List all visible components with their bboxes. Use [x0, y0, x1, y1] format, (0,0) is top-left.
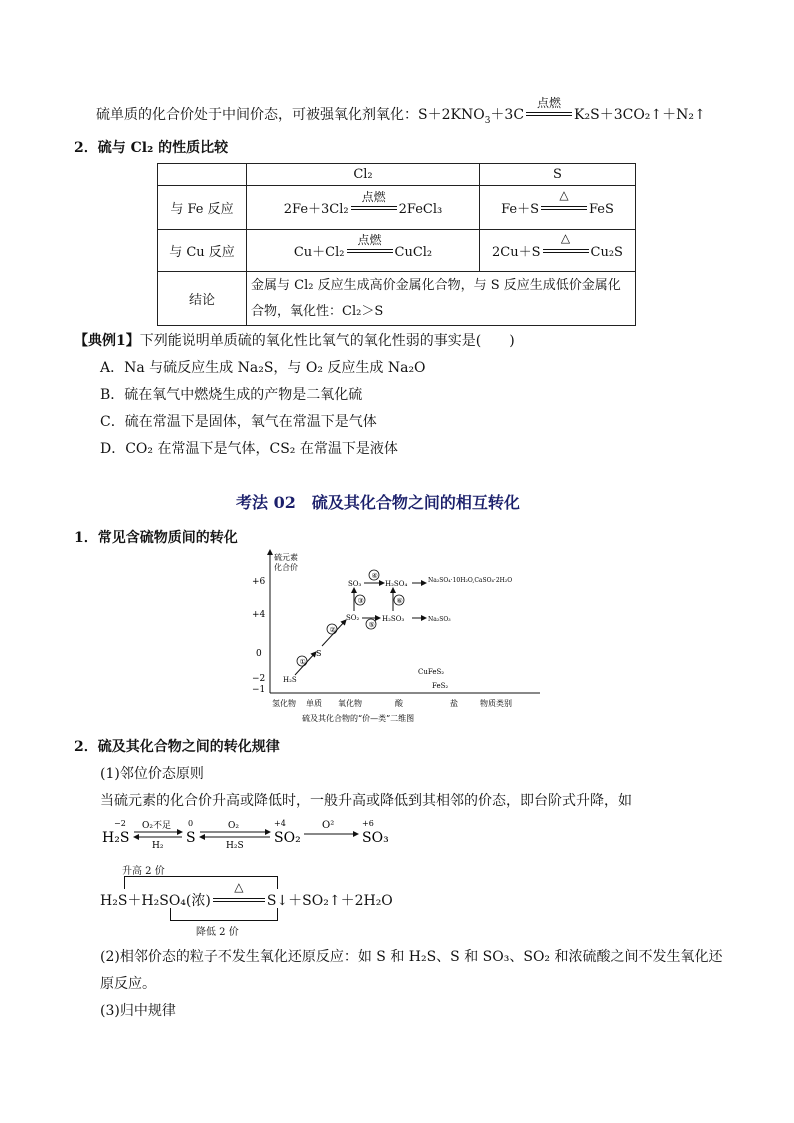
redox-left: H₂S＋H₂SO₄(浓)	[100, 893, 211, 909]
redox-equation: H₂S＋H₂SO₄(浓) △ S↓＋SO₂↑＋2H₂O	[100, 880, 393, 909]
reagent-label: O²	[322, 820, 335, 831]
row-label: 与 Fe 反应	[158, 186, 247, 230]
x-tick: 酸	[395, 699, 403, 708]
comparison-table	[157, 163, 636, 326]
y-tick: 0	[256, 649, 262, 659]
table-row	[158, 186, 636, 230]
step-label: ②	[329, 626, 336, 634]
rule2-text: (2)相邻价态的粒子不发生氧化还原反应：如 S 和 H₂S、S 和 SO₃、SO₂ 和浓硫酸之间不发生氧化还原反应。	[100, 949, 723, 992]
reagent-label: H₂S	[226, 841, 244, 851]
x-tick: 氧化物	[338, 699, 362, 708]
x-tick: 物质类别	[480, 699, 512, 708]
intro-products: K₂S＋3CO₂↑＋N₂↑	[574, 107, 706, 123]
species-fes2: FeS₂	[432, 682, 449, 690]
y-tick: +6	[252, 577, 266, 587]
table-row	[158, 272, 636, 326]
y-axis-title-2: 化合价	[274, 563, 298, 572]
reagent-label: H₂	[152, 841, 164, 851]
step-label: ③	[357, 597, 364, 605]
cl2-fe-eq: 2Fe＋3Cl₂ 点燃 2FeCl₃	[247, 186, 480, 230]
svg-text:H₂S: H₂S	[102, 830, 130, 846]
step-label: ⑥	[396, 597, 403, 605]
option-a: A．Na 与硫反应生成 Na₂S，与 O₂ 反应生成 Na₂O	[100, 360, 426, 376]
species-na2so3: Na₂SO₃	[428, 616, 451, 623]
section-heading: 考法 02 硫及其化合物之间的相互转化	[236, 493, 520, 512]
x-tick: 盐	[450, 699, 458, 708]
example-question	[74, 330, 515, 350]
intro-condition: 点燃	[526, 107, 572, 121]
valence-chain	[98, 812, 398, 854]
intro-line: 硫单质的化合价处于中间价态，可被强氧化剂氧化：$S+2KNO_3+3C$ 点燃 K₂S＋3CO₂↑＋N₂↑	[96, 96, 706, 126]
step-label: ①	[299, 658, 306, 666]
y-axis-title: 硫元素	[274, 553, 298, 562]
rule1-text: 当硫元素的化合价升高或降低时，一般升高或降低到其相邻的价态，即台阶式升降，如	[100, 793, 632, 809]
svg-text:SO₂: SO₂	[274, 830, 301, 846]
species-so3: SO₃	[348, 580, 362, 588]
bracket-down	[170, 908, 278, 921]
intro-rest: ＋3C	[490, 107, 525, 123]
x-tick: 氢化物	[272, 699, 296, 708]
species-h2s: H₂S	[283, 676, 297, 684]
y-tick: −1	[252, 685, 266, 695]
row-label: 与 Cu 反应	[158, 230, 247, 272]
species-h2so3: H₂SO₃	[382, 615, 405, 623]
reagent-label: O₂	[228, 821, 239, 831]
species-so2: SO₂	[346, 614, 360, 622]
table-header-s: S	[480, 164, 636, 186]
s-fe-eq: Fe＋S △ FeS	[480, 186, 636, 230]
species-h2so4: H₂SO₄	[385, 580, 408, 588]
sub1-title: 1．常见含硫物质间的转化	[74, 530, 238, 546]
example-tag: 【典例1】	[74, 333, 140, 349]
cl2-cu-eq: Cu＋Cl₂ 点燃 CuCl₂	[247, 230, 480, 272]
step-label: ④	[371, 572, 378, 580]
intro-text: 硫单质的化合价处于中间价态，可被强氧化剂氧化：S＋2KNO	[96, 107, 485, 123]
redox-right: S↓＋SO₂↑＋2H₂O	[266, 893, 393, 909]
sub2-title: 2．硫及其化合物之间的转化规律	[74, 739, 280, 755]
valence-up-label: 升高 2 价	[122, 866, 165, 877]
diagram-caption: 硫及其化合物的“价—类”二维图	[302, 714, 415, 723]
species-s: S	[316, 649, 322, 658]
valence-mark: +6	[362, 819, 374, 828]
species-salts: Na₂SO₄·10H₂O,CaSO₄·2H₂O	[428, 577, 513, 584]
s-cu-eq: 2Cu＋S △ Cu₂S	[480, 230, 636, 272]
conclusion-text: 金属与 Cl₂ 反应生成高价金属化合物，与 S 反应生成低价金属化合物，氧化性：Cl₂＞S	[247, 272, 636, 326]
option-d: D．CO₂ 在常温下是气体，CS₂ 在常温下是液体	[100, 441, 398, 457]
species-cufes2: CuFeS₂	[418, 668, 445, 676]
table-corner	[158, 164, 247, 186]
valence-mark: −2	[114, 819, 126, 828]
svg-text:SO₃: SO₃	[362, 830, 389, 846]
example-text: 下列能说明单质硫的氧化性比氧气的氧化性弱的事实是( )	[139, 333, 515, 349]
valence-mark: 0	[188, 819, 194, 828]
valence-down-label: 降低 2 价	[196, 927, 239, 938]
table-row	[158, 230, 636, 272]
y-tick: +4	[252, 610, 266, 620]
option-b: B．硫在氧气中燃烧生成的产物是二氧化硫	[100, 387, 363, 403]
y-tick: −2	[252, 674, 266, 684]
reagent-label: O₂不足	[142, 821, 171, 831]
option-c: C．硫在常温下是固体，氧气在常温下是气体	[100, 414, 377, 430]
section2-title: 2．硫与 Cl₂ 的性质比较	[74, 140, 229, 156]
valence-class-diagram	[250, 548, 550, 728]
step-label: ⑤	[368, 621, 375, 629]
valence-mark: +4	[274, 819, 286, 828]
x-tick: 单质	[306, 699, 322, 708]
table-header-cl2: Cl₂	[247, 164, 480, 186]
svg-text:S: S	[186, 830, 196, 846]
row-label: 结论	[158, 272, 247, 326]
rule1-title: (1)邻位价态原则	[100, 766, 204, 782]
rule3-title: (3)归中规律	[100, 1003, 176, 1019]
